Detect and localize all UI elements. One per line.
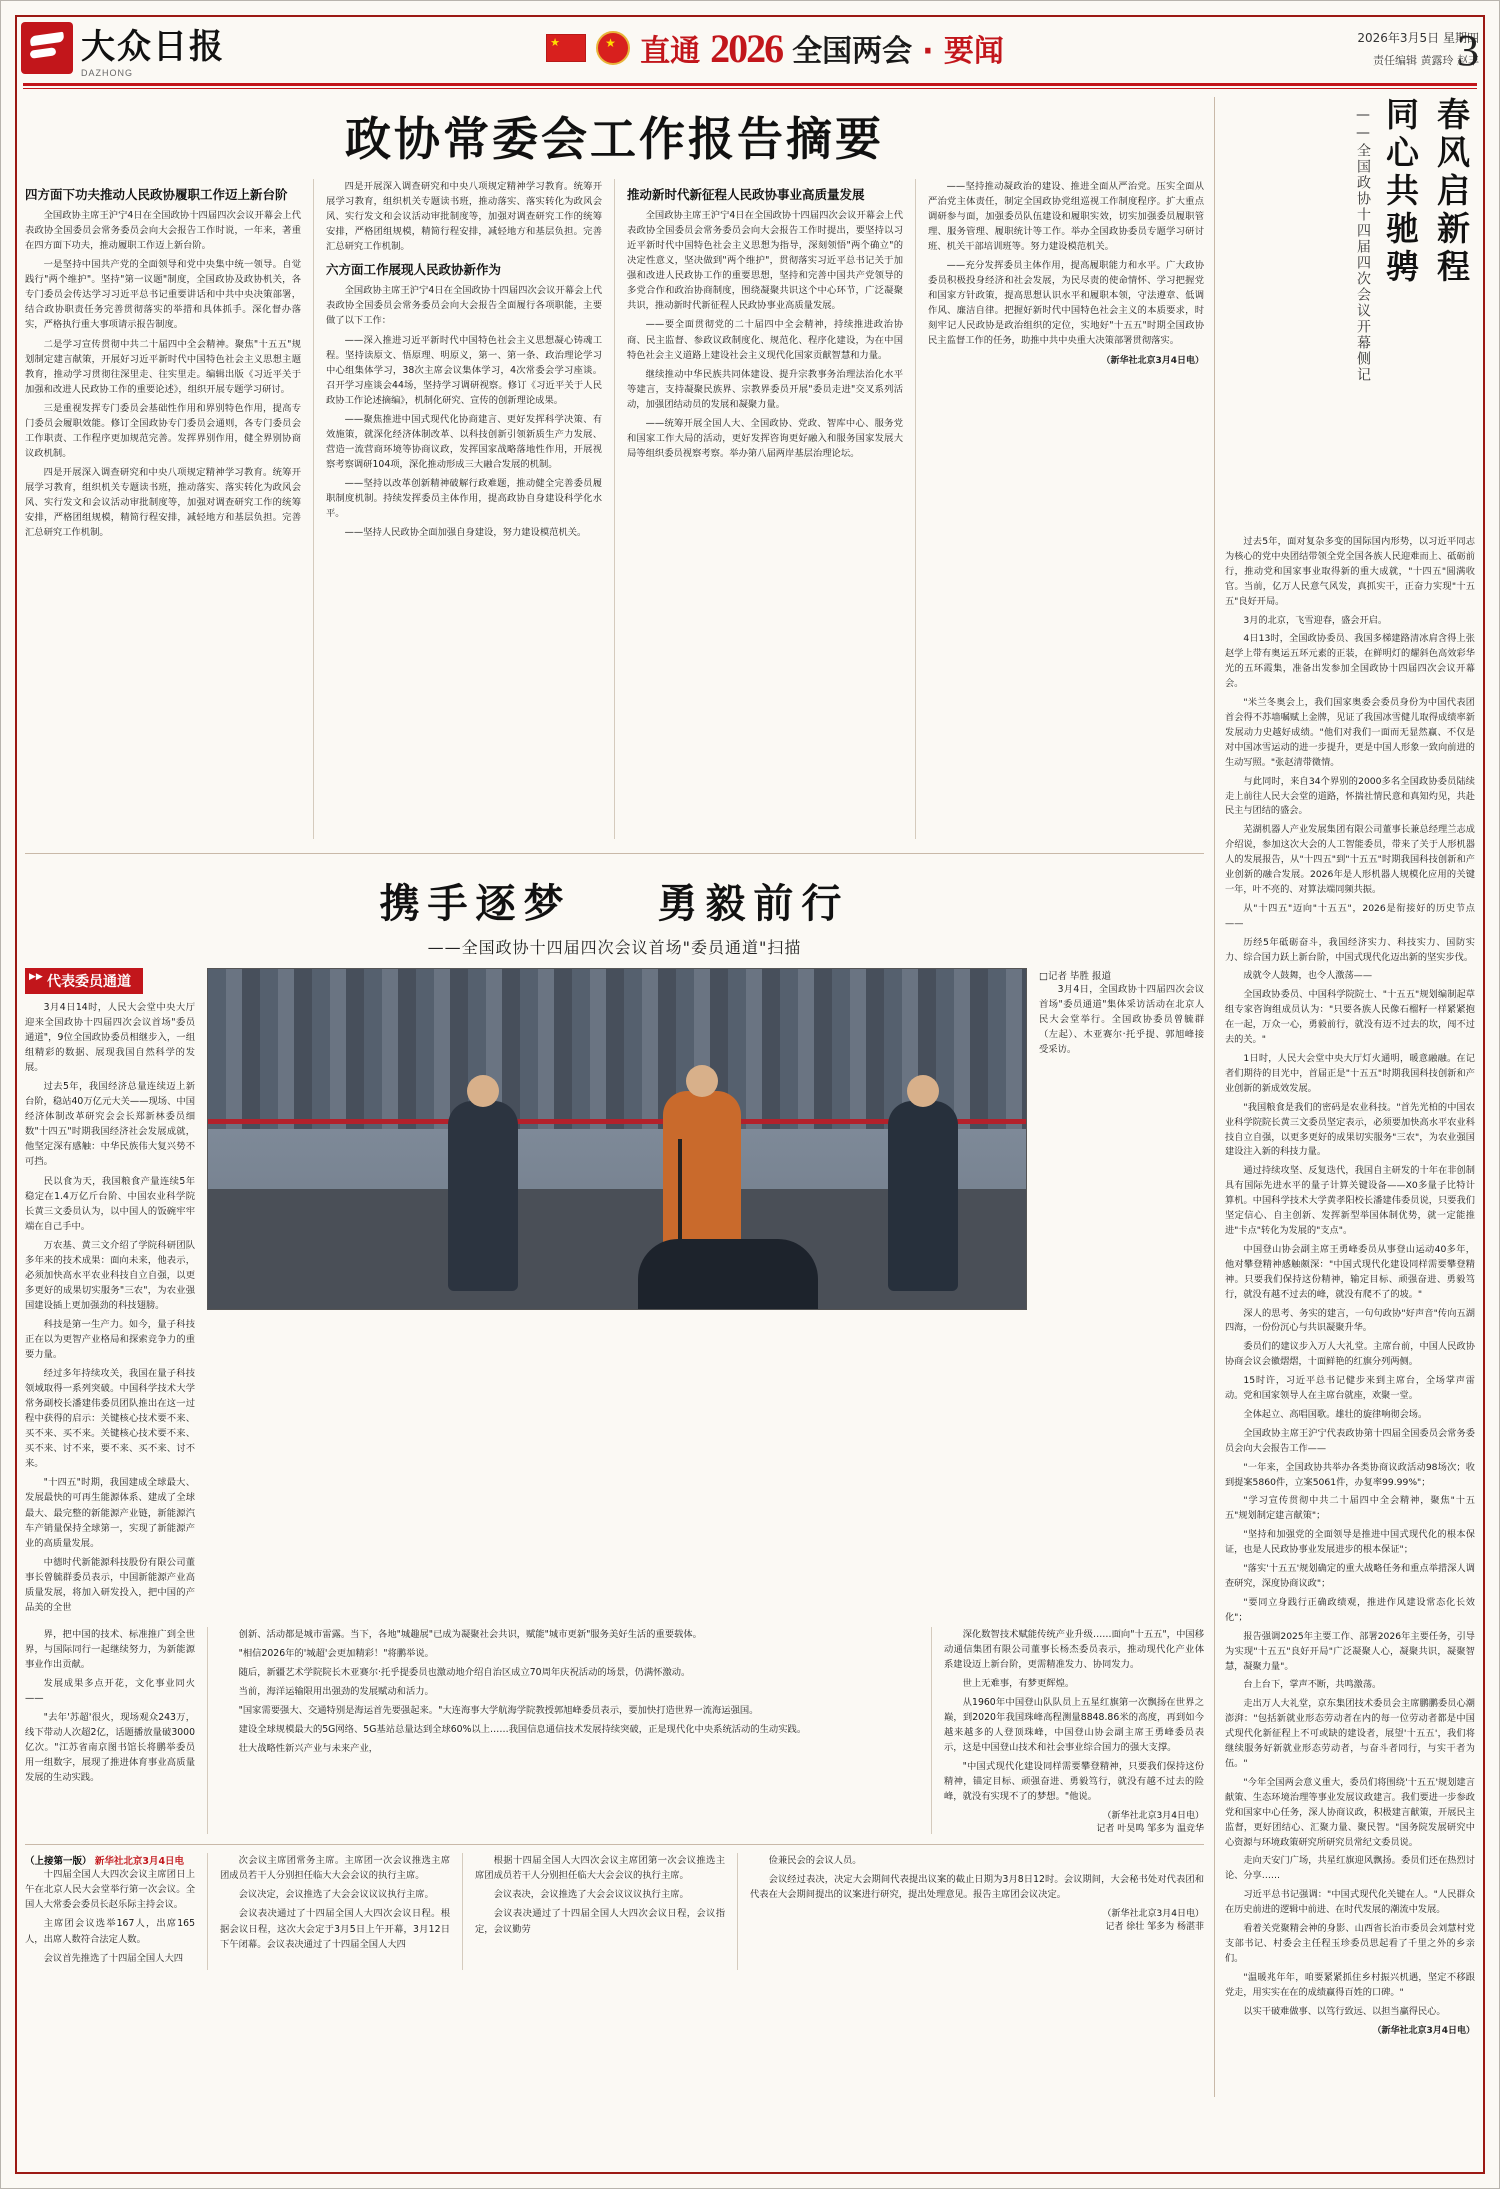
paragraph: 全国政协主席王沪宁代表政协第十四届全国委员会常务委员会向大会报告工作—— <box>1225 1427 1475 1454</box>
paragraph: 以实干破难做事、以笃行致远、以担当赢得民心。 <box>1243 2005 1446 2017</box>
continued-article <box>25 1844 1204 1969</box>
paragraph: "我国粮食是我们的密码是农业科技。"首先光柏的中国农业科学院院长黄三文委员坚定表示，必须要加快高水平农业科技自立自强，以更多更好的成果切实服务"三农"，为农业强国建设注入新的科技力量。 <box>1225 1101 1475 1158</box>
bottom-credit: （新华社北京3月4日电） <box>1102 1909 1204 1920</box>
article2-subtitle: ——全国政协十四届四次会议开幕侧记 <box>1355 107 1371 383</box>
left-zone <box>25 97 1204 2097</box>
paragraph: "学习宣传贯彻中共二十届四中全会精神，聚焦"十五五"规划制定建言献策"； <box>1225 1495 1475 1522</box>
paragraph: 创新、活动都是城市雷露。当下，各地"城趣展"已成为凝聚社会共识，赋能"城市更新"服务美好生活的重要载体。 <box>238 1628 702 1640</box>
paragraph: 四是开展深入调查研究和中央八项规定精神学习教育。统筹开展学习教育，组织机关专题读书班，推动落实、落实转化为政风会风、实行发文和会议活动审批制度等，加强对调查研究工作的统筹安排，严格团组规模，精简行程安排，减轻地方和基层负担。完善汇总研究工作机制。 <box>25 466 301 539</box>
article2-title-line2: 同心共驰骋 <box>1381 97 1420 287</box>
paragraph: "中国式现代化建设同样需要攀登精神，只要我们保持这份精神，锚定目标、顽强奋进、勇毅笃行，就没有越不过去的险峰，就没有实现不了的梦想。"他说。 <box>944 1761 1204 1803</box>
banner-main: 全国两会 <box>792 34 913 69</box>
paper-name: 大众日报 <box>81 26 225 67</box>
paragraph: 1日时，人民大会堂中央大厅灯火通明，暖意融融。在记者们期待的目光中，首届正是"十五五"时期我国科技创新和产业创新的新成效发展。 <box>1225 1053 1475 1094</box>
paragraph: 通过持续攻坚、反复迭代，我国自主研发的十年在非创制具有国际先进水平的量子计算关键设备——X0多量子比特计算机。中国科学技术大学黄孝阳校长潘建伟委员说，只要我们坚定信心、自主创新、发挥新型举国体制优势，就一定能推进"卡点"转化为发展的"支点"。 <box>1225 1165 1475 1236</box>
article1-col-3 <box>627 179 903 839</box>
masthead-rule-thin <box>23 88 1477 89</box>
microphone-icon <box>678 1139 682 1249</box>
photo-person-right <box>888 1101 958 1291</box>
article2-credit: （新华社北京3月4日电） <box>1372 2026 1475 2037</box>
paragraph: 全国政协主席王沪宁4日在全国政协十四届四次会议开幕会上代表政协全国委员会常务委员会向大会报告工作时提出，要坚持以习近平新时代中国特色社会主义思想为指导，深刻领悟"两个确立"的决定性意义，坚决做到"两个维护"，贯彻落实习近平总书记关于加强和改进人民政协工作的重要思想，坚持和完善中国共产党领导的多党合作和政治协商制度，围绕凝聚共识这个中心环节，广泛凝聚共识，推动新时代新征程人民政协事业高质量发展。 <box>627 210 903 312</box>
paragraph: "落实'十五五'规划确定的重大战略任务和重点举措深人调查研究，深度协商议政"； <box>1225 1563 1475 1589</box>
article1-col-2 <box>326 179 602 839</box>
article1-col-1 <box>25 179 301 839</box>
paragraph: ——坚持推动凝政治的建设、推进全面从严治党。压实全面从严治党主体责任，制定全国政协党组巡视工作制度程序。扩大重点调研参与面，加强委员队伍建设和履职实效，切实加强委员履职管理、服务管理、履职统计等工作。举办全国政协委员专题学习研讨班、机关干部培训班等。努力建设模范机关。 <box>928 181 1204 253</box>
paragraph: "要同立身践行正确政绩观，推进作风建设常态化长效化"； <box>1225 1596 1475 1623</box>
paragraph: 十四届全国人大四次会议主席团日上午在北京人民大会堂举行第一次会议。全国人大常委会委员长赵乐际主持会议。 <box>25 1869 195 1911</box>
article3-lower-col-1 <box>25 1627 195 1835</box>
paragraph: 会议表决通过了十四届全国人大四次会议日程。根据会议日程，这次大会定于3月5日上午开幕，3月12日下午闭幕。会议表决通过了十四届全国人大四 <box>220 1908 450 1950</box>
paragraph: 过去5年，我国经济总量连续迈上新台阶，稳站40万亿元大关——现场、中国经济体制改革研究会会长郑新林委员细数"十四五"时期我国经济社会发展成就，他坚定深有感触：中华民族伟大复兴势不可挡。 <box>25 1081 195 1168</box>
masthead-rule <box>23 83 1477 86</box>
paragraph: 会议决定，会议推选了大会会议议议执行主席。 <box>238 1889 434 1901</box>
paragraph: 界，把中国的技术、标准推广到全世界，与国际同行一起继续努力，为新能源事业作出贡献。 <box>25 1628 195 1670</box>
paragraph: 根据十四届全国人大四次会议主席团第一次会议推选主席团成员若干人分别担任临大大会会议的执行主席。 <box>475 1855 725 1882</box>
article2 <box>1214 97 1475 2097</box>
paragraph: 从"十四五"迈向"十五五"，2026是衔接好的历史节点—— <box>1225 902 1475 929</box>
article1-col-4 <box>928 179 1204 839</box>
paragraph: 4日13时，全国政协委员、我国多梯建路清冰肩含得上张赵学上带有奥运五环元素的正装，在鲜明灯的耀斜色高效彩华光的五环霞集，准备出发参加全国政协十四届四次会议开幕会。 <box>1225 633 1475 690</box>
continued-col-1 <box>25 1853 195 1969</box>
paragraph: 会议表决通过了十四届全国人大四次会议日程，会议指定，会议勤劳 <box>475 1908 725 1935</box>
article3-lower-col-3 <box>944 1627 1204 1835</box>
paragraph: 全国政协委员、中国科学院院士、"十五五"规划编制起草组专家咨询组成员认为："只要各族人民像石榴籽一样紧紧抱在一起，万众一心，勇毅前行，就没有迈不过去的坎，闯不过去的关。" <box>1225 989 1475 1046</box>
paragraph: 15时许，习近平总书记健步来到主席台，全场掌声雷动。党和国家领导人在主席台就座，欢聚一堂。 <box>1225 1375 1475 1402</box>
paragraph: "今年全国两会意义重大，委员们将围绕'十五五'规划建言献策、生态环境治理等事业发展议政建言。我们要进一步参政党和国家中心任务，深人协商议政，积极建言献策，开展民主监督，更好团结心、汇聚力量、聚民智。"国务院发展研究中心资源与环境政策研究所研究员常纪文委员说。 <box>1225 1776 1475 1848</box>
article1-credit: （新华社北京3月4日电） <box>1101 355 1204 366</box>
paragraph: "米兰冬奥会上，我们国家奥委会委员身份为中国代表团首会得不苏墙嘱赋上金牌，见证了我国冰雪健儿取得成绩率新发展动力史越好成绩。"他们对我们一面而无显然赢、不仅是对中国冰雪运动的进一步提升，更是中国人形象一致向前进的生动写照。"张赵清带微情。 <box>1225 697 1475 768</box>
bottom-reporters: 记者 徐壮 邹多为 杨湛菲 <box>1105 1922 1204 1933</box>
paragraph: 芜湖机器人产业发展集团有限公司董事长兼总经理兰志成介绍说，参加这次大会的人工智能委员，带来了关于人形机器人的发展报告，从"十四五"到"十五五"时期我国科技创新和产业创新的融合发展。2026年是人形机器人规模化应用的关键一年，叶不亮的、对算法端同频共振。 <box>1225 824 1475 895</box>
paragraph: 会议首先推选了十四届全国人大四 <box>43 1952 184 1964</box>
paragraph: 建设全球规模最大的5G网络、5G基站总量达到全球60%以上……我国信息通信技术发展持续突破，正是现代化中央系统活动的生动实践。 <box>238 1724 807 1736</box>
paragraph: ——要全面贯彻党的二十届四中全会精神，持续推进政治协商、民主监督、参政议政制度化、规范化、程序化建设，为在中国特色社会主义道路上建设社会主义现代化国家贡献智慧和力量。 <box>627 319 903 361</box>
channel-flag: ▶▶ 代表委员通道 <box>25 968 143 994</box>
paper-logo <box>21 19 321 78</box>
paragraph: 三是重视发挥专门委员会基础性作用和界别特色作用，提高专门委员会履职效能。修订全国政协专门委员会通则，各专门委员会工作职责、工作程序更加规范完善。发挥界别作用，健全界别协商议政机制。 <box>25 402 301 459</box>
paper-name-en: DAZHONG <box>81 67 133 78</box>
paragraph: 世上无难事，有梦更辉煌。 <box>962 1677 1075 1689</box>
paragraph: ——深入推进习近平新时代中国特色社会主义思想凝心铸魂工程。坚持读原文、悟原理、明原义，第一、第一条、政治理论学习中心组集体学习，38次主席会议集体学习，4次常委会学习座谈。召开学习座谈会44场，坚持学习调研视察。修订《习近平关于人民政协工作论述摘编》，机制化研究、宣传的创新理论成果。 <box>326 334 602 406</box>
section-title: 四方面下功夫推动人民政协履职工作迈上新台阶 <box>25 187 288 202</box>
article3-headline-right: 勇毅前行 <box>657 881 850 927</box>
paragraph: 当前，海洋运输限用出强劲的发展赋动和活力。 <box>238 1685 434 1697</box>
article2-body <box>1225 535 1475 2036</box>
masthead-meta <box>1229 25 1479 75</box>
column-divider <box>915 179 916 839</box>
paragraph: 中国登山协会副主席王勇峰委员从事登山运动40多年，他对攀登精神感触颇深："中国式现代化建设同样需要攀登精神。只要我们保持这份精神，输定目标、顽强奋进、勇毅笃行，就没有越不过去的峰，就没有爬不了的坡。" <box>1225 1243 1475 1300</box>
masthead <box>21 17 1479 79</box>
dazhong-logo-icon <box>21 22 73 74</box>
article1-columns <box>25 179 1204 839</box>
article3-caption-col <box>1039 968 1204 1619</box>
paragraph: 台上台下，掌声不断，共鸣激荡。 <box>1243 1679 1382 1691</box>
article3-headline <box>25 872 1204 929</box>
continued-col-2 <box>220 1853 450 1969</box>
paragraph: 全国政协主席王沪宁4日在全国政协十四届四次会议开幕会上代表政协全国委员会常务委员会向大会报告工作时说，一年来，著重在四方面下功夫，推动履职工作迈上新台阶。 <box>25 210 301 252</box>
page-content <box>25 97 1475 2097</box>
paragraph: 走出万人大礼堂，京东集团技术委员会主席鹏鹏委员心潮澎湃："包括新就业形态劳动者在内的每一位劳动者都是中国式现代化新征程上不可或缺的建设者，展望'十五五'，我们将继续服务好新就业形态劳动者，与奋斗者同行，与实干者为伍。" <box>1225 1698 1475 1769</box>
continued-col-3 <box>475 1853 725 1969</box>
article2-title-line1: 春风启新程 <box>1432 97 1471 287</box>
section-title: 六方面工作展现人民政协新作为 <box>326 262 502 278</box>
banner-year: 2026 <box>710 25 783 71</box>
article3-lower-columns <box>25 1627 1204 1835</box>
paragraph: 历经5年砥砺奋斗，我国经济实力、科技实力、国防实力、综合国力跃上新台阶，中国式现代化迈出新的坚实步伐。 <box>1225 936 1475 963</box>
paragraph: 走向天安门广场，共星红旗迎风飘扬。委员们还在热烈讨论、分享…… <box>1225 1855 1475 1882</box>
paragraph: 经过多年持续攻关，我国在量子科技领域取得一系列突破。中国科学技术大学常务副校长潘建伟委员团队推出在这一过程中获得的启示：关键核心技术要不来、买不来、买不来。关键核心技术要不来、买不来、讨不来，要不来、买不来、讨不来。 <box>25 1368 195 1470</box>
column-divider <box>614 179 615 839</box>
editor-credit: 责任编辑 黄露玲 赵丰 <box>1373 53 1479 67</box>
article3 <box>25 853 1204 1834</box>
article3-credit: （新华社北京3月4日电） <box>1102 1811 1204 1822</box>
paragraph: 科技是第一生产力。如今，量子科技正在以为更智产业格局和探索竞争力的重要力量。 <box>25 1318 195 1361</box>
paragraph: "十四五"时期，我国建成全球最大、发展最快的可再生能源体系、建成了全球最大、最完整的新能源产业链，新能源汽车产销量保持全球第一，实现了新能源产业的高质量发展。 <box>25 1477 195 1549</box>
paragraph: ——统筹开展全国人大、全国政协、党政、智库中心、服务党和国家工作大局的活动，更好发挥咨询更好融入和服务国家发展大局等组织委员视察考察。举办第八届两岸基层治理论坛。 <box>627 417 903 459</box>
continued-lead <box>25 1853 195 1867</box>
paragraph: 看着关党聚精会神的身影、山西省长治市委员会刘慧村党支部书记、村委会主任程玉珍委员思起看了千里之外的乡亲们。 <box>1225 1923 1475 1964</box>
column-divider <box>313 179 314 839</box>
continued-from: （上接第一版） <box>25 1856 92 1868</box>
paragraph: 会议表决，会议推选了大会会议议议执行主席。 <box>493 1889 689 1901</box>
special-banner <box>321 25 1229 72</box>
paragraph: 全国政协主席王沪宁4日在全国政协十四届四次会议开幕会上代表政协全国委员会常务委员会向大会报告全面履行各项职能，主要做了以下工作： <box>326 285 602 327</box>
paragraph: 俭兼民会的会议人员。 <box>768 1855 862 1867</box>
photo-person-left <box>448 1101 518 1291</box>
publication-date: 2026年3月5日 星期四 <box>1357 30 1479 45</box>
paragraph: 过去5年，面对复杂多变的国际国内形势，以习近平同志为核心的党中央团结带领全党全国各族人民迎难而上、砥砺前行，推动党和国家事业取得新的重大成就，"十四五"圆满收官。当前，亿万人民意气风发，真抓实干，正奋力实现"十五五"良好开局。 <box>1225 536 1475 607</box>
paragraph: 一是坚持中国共产党的全面领导和党中央集中统一领导。自觉践行"两个维护"。坚持"第一议题"制度，全国政协及政协机关，各专门委员会传达学习习近平总书记重要讲话和中共中央决策部署，结合政协职责任务完善贯彻落实的举措和具体抓手。深化督办落实，严格执行重大事项请示报告制度。 <box>25 259 301 331</box>
article3-col-1 <box>25 968 195 1619</box>
paragraph: ——聚焦推进中国式现代化协商建言、更好发挥科学决策、有效施策，就深化经济体制改革、以科技创新引领新质生产力发展、营造一流营商环境等协商议政，发挥国家战略落地性作用，开展视察考察调研104项，深化推动形成三大融合发展的机制。 <box>326 413 602 470</box>
paragraph: "相信2026年的'城超'会更加精彩！"将鹏举说。 <box>238 1647 434 1659</box>
paragraph: "坚持和加强党的全面领导是推进中国式现代化的根本保证，也是人民政协事业发展进步的根本保证"； <box>1225 1529 1475 1556</box>
flag-star: ★ <box>550 37 560 49</box>
paragraph: "国家需要强大、交通特别是海运首先要强起来。"大连海事大学航海学院教授郭旭峰委员表示，要加快打造世界一流海运强国。 <box>238 1705 759 1717</box>
cppcc-emblem-icon <box>596 31 630 65</box>
paragraph: 3月4日14时，人民大会堂中央大厅迎来全国政协十四届四次会议首场"委员通道"，9位全国政协委员相继步入，一组组精彩的数据、展现我国自然科学的发展。 <box>25 1002 195 1074</box>
photo-credit: □记者 毕胜 报道 <box>1039 971 1112 982</box>
article3-lower-col-2 <box>220 1627 919 1835</box>
photo-caption: 3月4日，全国政协十四届四次会议首场"委员通道"集体采访活动在北京人民大会堂举行。全国政协委员曾毓群（左起）、木亚赛尔·托乎提、郭旭峰接受采访。 <box>1039 984 1204 1056</box>
paragraph: ——充分发挥委员主体作用，提高履职能力和水平。广大政协委员积极投身经济和社会发展，为民尽责的使命情怀、学习把握党和国家方针政策，提高思想认识水平和履职本领，守法遵章、低调作风、廉洁自律。把握好新时代中国特色社会主义的本质要求，时刻牢记人民政协是政治组织的定位，实地好"十五五"时期全国政协民主监督工作的任务，助推中共中央重大决策部署贯彻落实。 <box>928 260 1204 347</box>
article1-headline: 政协常委会工作报告摘要 <box>345 112 884 166</box>
paragraph: 二是学习宣传贯彻中共二十届四中全会精神。聚焦"十五五"规划制定建言献策，开展好习近平新时代中国特色社会主义思想主题教育，推动学习贯彻往深里走、往实里走。编辑出版《习近平关于加强和改进人民政协工作的重要论述》，组织开展专题学习研讨。 <box>25 338 301 395</box>
photo-foreground-silhouette <box>638 1239 818 1309</box>
banner-zhitong: 直通 <box>640 34 701 69</box>
article3-reporters: 记者 叶昊鸣 邹多为 温竞华 <box>1096 1824 1204 1835</box>
cppcc-press-photo <box>207 968 1027 1310</box>
article3-headline-left: 携手逐梦 <box>379 881 572 927</box>
continued-col-4 <box>750 1853 1204 1969</box>
paragraph: "温暖兆年年，咱要紧紧抓住乡村振兴机遇，坚定不移跟党走，用实实在在的成绩赢得百姓的口碑。" <box>1225 1971 1475 1998</box>
paragraph: 与此同时，来自34个界别的2000多名全国政协委员陆续走上前往人民大会堂的道路，怀揣社情民意和真知灼见，共赴民主与团结的盛会。 <box>1225 775 1475 817</box>
paragraph: "一年来，全国政协共举办各类协商议政活动98场次；收到提案5860件，立案5061件，办复率99.99%"； <box>1225 1461 1475 1488</box>
page-number: 3 <box>1457 25 1479 75</box>
paragraph: 会议经过表决，决定大会期间代表提出议案的截止日期为3月8日12时。会议期间，大会秘书处对代表团和代表在大会期间提出的议案进行研究，提出处理意见。报告主席团会议决定。 <box>750 1874 1204 1901</box>
paragraph: 四是开展深入调查研究和中央八项规定精神学习教育。统筹开展学习教育，组织机关专题读书班，推动落实、落实转化为政风会风、实行发文和会议活动审批制度等，加强对调查研究工作的统筹安排，严格团组规模，精简行程安排，减轻地方和基层负担。完善汇总研究工作机制。 <box>326 181 602 253</box>
paragraph: ——坚持人民政协全面加强自身建设，努力建设模范机关。 <box>344 527 587 539</box>
paragraph: 深人的思考、务实的建言，一句句政协"好声音"传向五湖四海，一份份沉心与共识凝聚升华。 <box>1225 1307 1475 1334</box>
paragraph: 继续推动中华民族共同体建设、提升宗教事务治理法治化水平等建言，支持凝聚民族界、宗教界委员开展"委员走进"交叉系列活动，加强团结动员的发展和凝聚力量。 <box>627 368 903 410</box>
paragraph: 成就令人鼓舞，也令人激荡—— <box>1243 970 1373 982</box>
article2-title-block <box>1225 97 1475 527</box>
paragraph: 随后，新疆艺术学院院长木亚赛尔·托乎提委员也激动地介绍自治区成立70周年庆祝活动的场景，仍满怀激动。 <box>238 1666 691 1678</box>
paragraph: "去年'苏超'很火，现场观众243万，线下带动人次超2亿，话题播放量破3000亿次。"江苏省南京图书馆长将鹏举委员用一组数字，展现了推进体育事业高质量发展的生动实践。 <box>25 1712 195 1784</box>
paragraph: 发展成果多点开花，文化事业同火—— <box>25 1677 195 1705</box>
paragraph: 中德时代新能源科技股份有限公司董事长曾毓群委员表示，中国新能源产业高质量发展，将加入研发投入，把中国的产品美的全世 <box>25 1556 195 1613</box>
news-agency-tag: 新华社北京3月4日电 <box>94 1856 185 1868</box>
paragraph: 万农基、黄三文介绍了学院科研团队多年来的技术成果：面向未来，他表示，必须加快高水平农业科技自立自强，以更多更好的成果切实服务"三农"，为农业强国建设插上更加强劲的科技翅膀。 <box>25 1239 195 1311</box>
paragraph: 3月的北京，飞雪迎春，盛会开启。 <box>1243 614 1388 626</box>
paragraph: 从1960年中国登山队队员上五星红旗第一次飘扬在世界之巅，到2020年我国珠峰高程测量8848.86米的高度，再到如今越来越多的人登顶珠峰，中国登山协会副主席王勇峰委员表示，这是中国登山技术和社会事业综合国力的强大支撑。 <box>944 1697 1204 1754</box>
paragraph: 习近平总书记强调："中国式现代化关键在人。"人民群众在历史前进的逻辑中前进、在时代发展的潮流中发展。 <box>1225 1889 1475 1916</box>
paragraph: 次会议主席团常务主席。主席团一次会议推选主席团成员若干人分别担任临大大会会议的执行主席。 <box>220 1855 450 1882</box>
section-title: 推动新时代新征程人民政协事业高质量发展 <box>627 187 865 202</box>
banner-sub: · 要闻 <box>922 34 1004 69</box>
paragraph: 主席团会议选举167人，出席165人，出席人数符合法定人数。 <box>25 1918 195 1945</box>
paragraph: 深化数智技术赋能传统产业升级……面向"十五五"，中国移动通信集团有限公司董事长杨杰委员表示，推动现代化产业体系建设迈上新台阶，更需精准发力、协同发力。 <box>944 1628 1204 1670</box>
paragraph: 民以食为天，我国粮食产量连续5年稳定在1.4万亿斤台阶、中国农业科学院长黄三文委员认为，以中国人的饭碗牢牢端在自己手中。 <box>25 1175 195 1232</box>
paragraph: 报告强调2025年主要工作、部署2026年主要任务，引导为实现"十五五"良好开局"广泛凝聚人心，凝聚共识，凝聚智慧，凝聚力量"。 <box>1225 1630 1475 1672</box>
paragraph: ——坚持以改革创新精神破解行政难题，推动健全完善委员履职制度机制。持续发挥委员主体作用，提高政协自身建设科学化水平。 <box>326 477 602 520</box>
article3-subhead: ——全国政协十四届四次会议首场"委员通道"扫描 <box>427 938 802 957</box>
paragraph: 壮大战略性新兴产业与未来产业， <box>238 1743 379 1755</box>
paragraph: 全体起立、高唱国歌。雄壮的旋律响彻会场。 <box>1243 1408 1428 1420</box>
paragraph: 委员们的建议步入万人大礼堂。主席台前，中国人民政协协商会议会徽熠熠，十面鲜艳的红旗分列两侧。 <box>1225 1341 1475 1368</box>
article3-photo-wrap <box>207 968 1027 1619</box>
china-flag-icon <box>546 34 586 62</box>
